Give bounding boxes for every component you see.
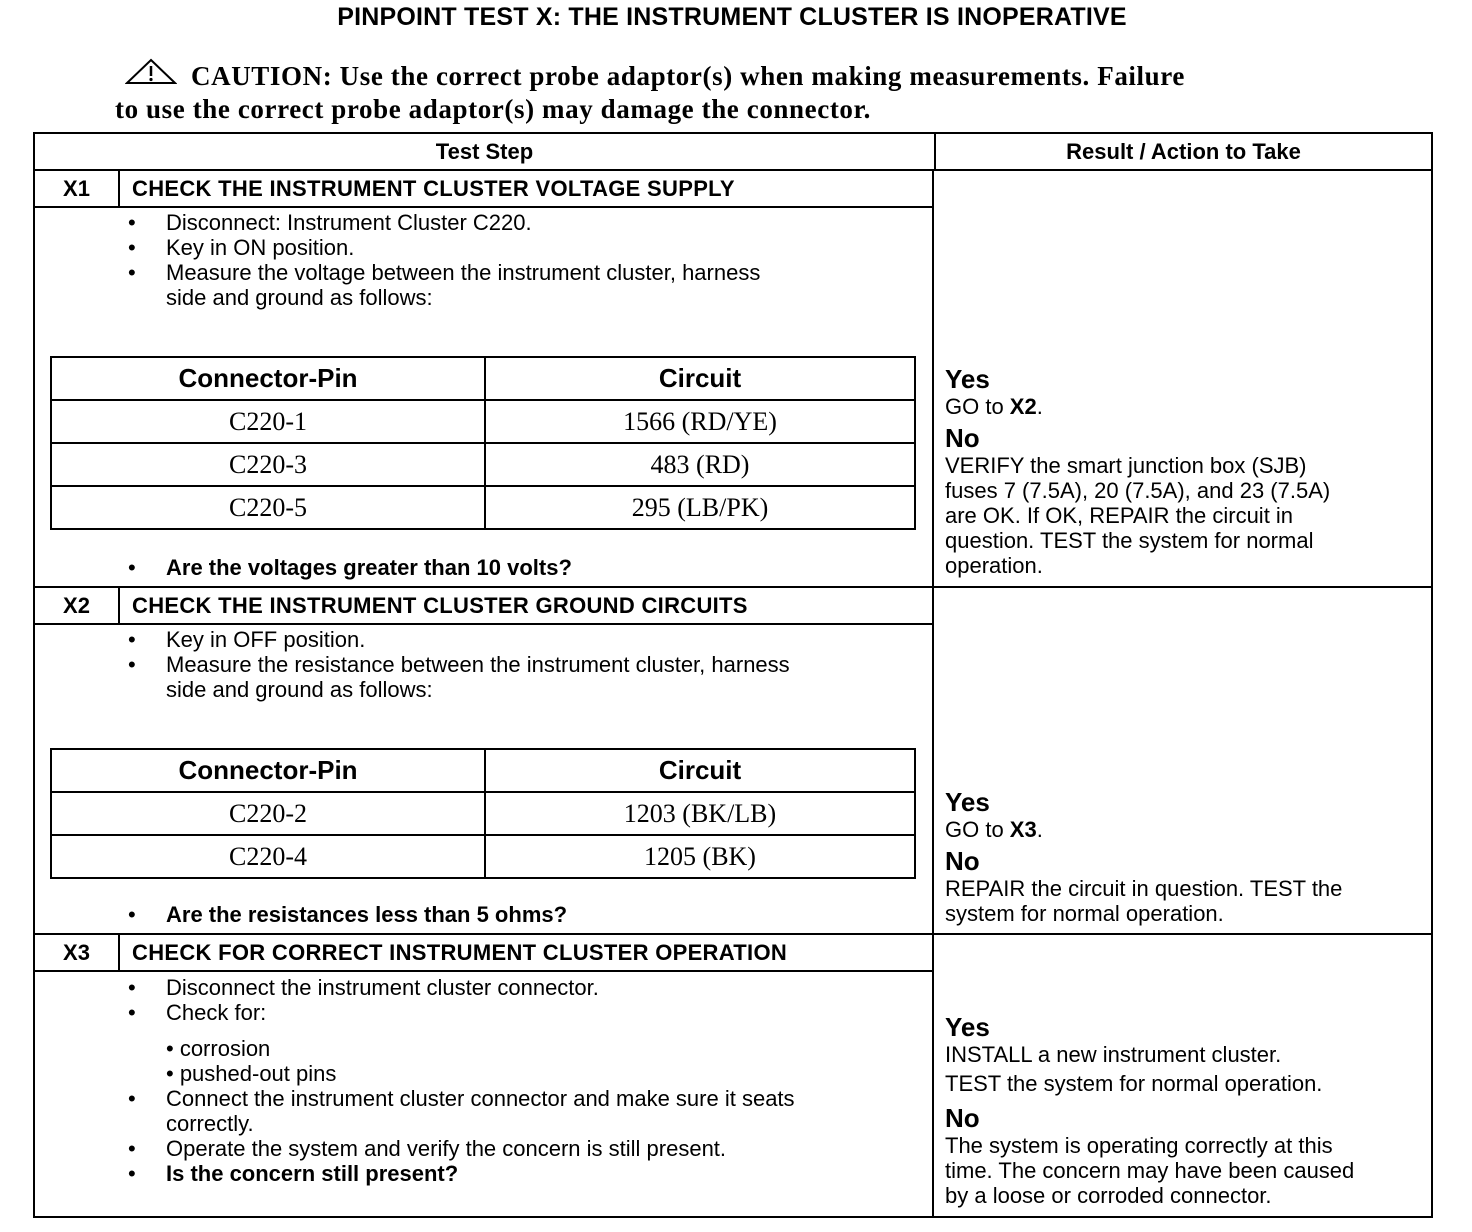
table-row: [51, 835, 915, 878]
step-title: CHECK THE INSTRUMENT CLUSTER VOLTAGE SUPPLY: [132, 175, 735, 201]
caution-note: [115, 60, 1365, 125]
table-row: [51, 486, 915, 529]
circuit-cell: 1203 (BK/LB): [485, 792, 915, 835]
header-test-step: Test Step: [35, 134, 936, 169]
connector-pin-cell: C220-5: [51, 486, 485, 529]
sub-item: • pushed-out pins: [166, 1061, 337, 1086]
step-title: CHECK FOR CORRECT INSTRUMENT CLUSTER OPERATION: [132, 939, 788, 965]
connector-pin-cell: C220-3: [51, 443, 485, 486]
caution-line-1: Use the correct probe adaptor(s) when making measurements. Failure: [339, 61, 1185, 91]
bullet: •: [128, 1000, 136, 1025]
circuit-cell: 1566 (RD/YE): [485, 400, 915, 443]
step-question: Is the concern still present?: [166, 1161, 459, 1186]
step-instruction: Check for:: [166, 1000, 267, 1025]
step-id: X1: [35, 171, 120, 206]
yes-action: INSTALL a new instrument cluster. TEST the system for normal operation.: [945, 1042, 1323, 1096]
step-question: Are the voltages greater than 10 volts?: [166, 555, 572, 580]
no-action: VERIFY the smart junction box (SJB) fuses 7 (7.5A), 20 (7.5A), and 23 (7.5A) are OK. If OK, REPAIR the circuit in question. TEST the system for normal operation.: [945, 453, 1331, 578]
connector-table: [50, 748, 916, 879]
caution-line-2: to use the correct probe adaptor(s) may damage the connector.: [115, 94, 871, 124]
step-instruction: Measure the resistance between the instrument cluster, harness: [166, 652, 790, 677]
bullet: •: [128, 652, 136, 677]
step-instruction: correctly.: [166, 1111, 254, 1136]
col-connector-pin: Connector-Pin: [51, 357, 485, 400]
no-label: No: [945, 1103, 980, 1133]
col-connector-pin: Connector-Pin: [51, 749, 485, 792]
table-row: [51, 400, 915, 443]
step-id: X2: [35, 588, 120, 623]
connector-table: [50, 356, 916, 530]
step-question: Are the resistances less than 5 ohms?: [166, 902, 568, 927]
bullet: •: [128, 260, 136, 285]
bullet: •: [128, 975, 136, 1000]
step-x1: [35, 171, 1431, 588]
step-x1-result: [934, 171, 1431, 586]
bullet: •: [128, 1161, 136, 1186]
no-action: REPAIR the circuit in question. TEST the system for normal operation.: [945, 876, 1343, 926]
step-x2: [35, 588, 1431, 935]
step-title: CHECK THE INSTRUMENT CLUSTER GROUND CIRCUITS: [132, 592, 748, 618]
circuit-cell: 295 (LB/PK): [485, 486, 915, 529]
step-instruction: side and ground as follows:: [166, 677, 433, 702]
connector-pin-cell: C220-1: [51, 400, 485, 443]
step-instruction: side and ground as follows:: [166, 285, 433, 310]
step-x3: [35, 935, 1431, 1216]
step-id: X3: [35, 935, 120, 970]
no-label: No: [945, 846, 980, 876]
table-row: [51, 792, 915, 835]
sub-item: • corrosion: [166, 1036, 271, 1061]
pinpoint-test-table: [33, 132, 1433, 1218]
table-row: [51, 443, 915, 486]
step-instruction: Connect the instrument cluster connector and make sure it seats: [166, 1086, 795, 1111]
warning-triangle-icon: [125, 58, 177, 93]
bullet: •: [128, 902, 136, 927]
step-instruction: Measure the voltage between the instrument cluster, harness: [166, 260, 761, 285]
circuit-cell: 1205 (BK): [485, 835, 915, 878]
connector-pin-cell: C220-4: [51, 835, 485, 878]
yes-label: Yes: [945, 1012, 990, 1042]
bullet: •: [128, 1136, 136, 1161]
table-header: [35, 134, 1431, 171]
yes-action: GO to X3.: [945, 817, 1043, 842]
step-instruction: Disconnect the instrument cluster connector.: [166, 975, 599, 1000]
step-x2-header: [35, 588, 932, 625]
no-action: The system is operating correctly at this time. The concern may have been caused by a loose or corroded connector.: [945, 1133, 1355, 1208]
circuit-cell: 483 (RD): [485, 443, 915, 486]
bullet: •: [128, 1086, 136, 1111]
step-x3-result: [934, 935, 1431, 1216]
connector-pin-cell: C220-2: [51, 792, 485, 835]
step-x1-header: [35, 171, 932, 208]
header-result: Result / Action to Take: [1066, 138, 1301, 164]
step-x2-result: [934, 588, 1431, 933]
col-circuit: Circuit: [485, 749, 915, 792]
bullet: •: [128, 555, 136, 580]
yes-label: Yes: [945, 364, 990, 394]
step-instruction: Key in ON position.: [166, 235, 355, 260]
no-label: No: [945, 423, 980, 453]
bullet: •: [128, 210, 136, 235]
step-x3-header: [35, 935, 932, 972]
step-instruction: Disconnect: Instrument Cluster C220.: [166, 210, 532, 235]
page-title: PINPOINT TEST X: THE INSTRUMENT CLUSTER IS INOPERATIVE: [337, 3, 1127, 31]
bullet: •: [128, 235, 136, 260]
yes-label: Yes: [945, 787, 990, 817]
bullet: •: [128, 627, 136, 652]
col-circuit: Circuit: [485, 357, 915, 400]
caution-label: CAUTION:: [191, 61, 333, 91]
step-instruction: Key in OFF position.: [166, 627, 366, 652]
yes-action: GO to X2.: [945, 394, 1043, 419]
step-instruction: Operate the system and verify the concern is still present.: [166, 1136, 727, 1161]
